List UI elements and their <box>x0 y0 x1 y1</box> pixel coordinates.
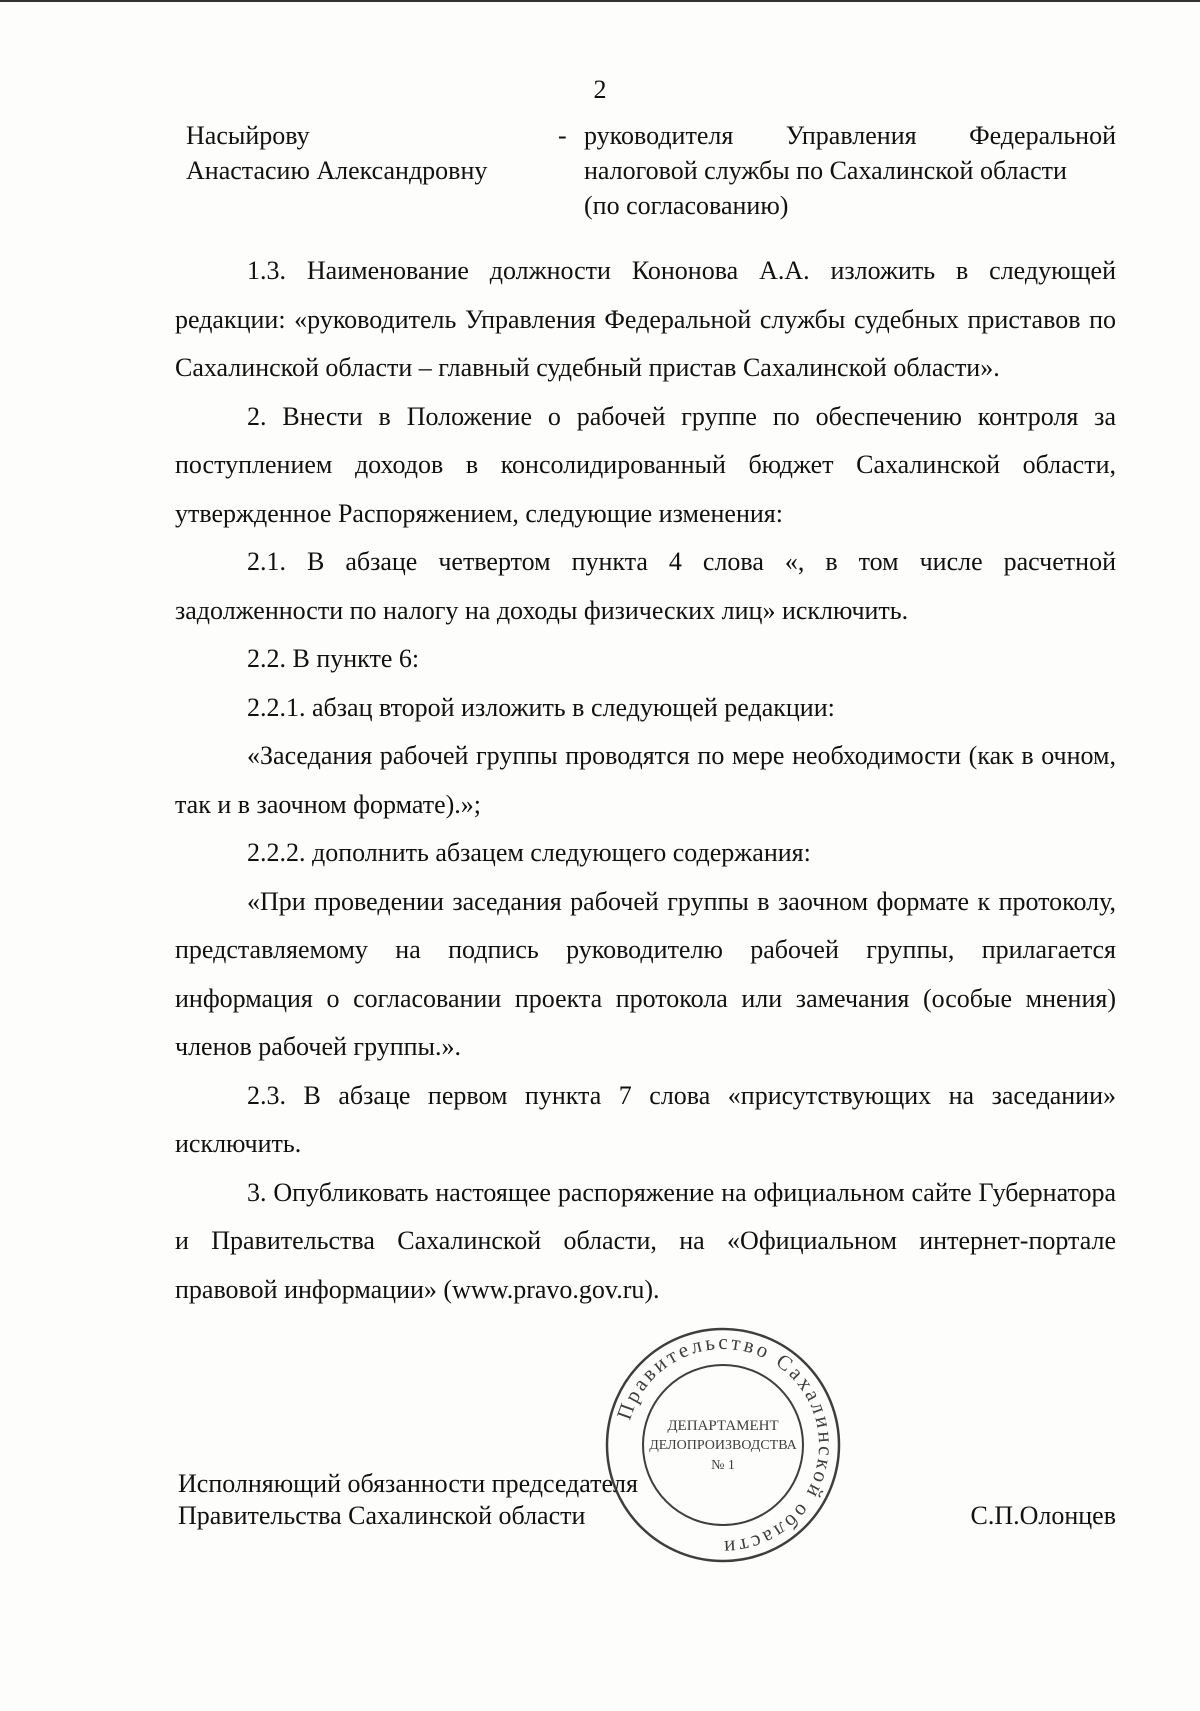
paragraph-2-1: 2.1. В абзаце четвертом пункта 4 слова «, в том числе расчетной задолженности по налогу на доходы физических лиц» исключить. <box>175 547 1116 625</box>
stamp-inner-line-3: № 1 <box>711 1458 735 1473</box>
appointee-surname: Насыйрову <box>186 121 310 150</box>
signer-name: С.П.Олонцев <box>970 1501 1116 1530</box>
quoted-text-1: «Заседания рабочей группы проводятся по мере необходимости (как в очном, так и в заочном формате).»; <box>175 741 1116 819</box>
paragraph-3: 3. Опубликовать настоящее распоряжение на официальном сайте Губернатора и Правительства Сахалинской области, на «Официальном интернет-портале правовой информации» (www.pravo.gov.ru). <box>175 1177 1116 1304</box>
quoted-text-2: «При проведении заседания рабочей группы в заочном формате к протоколу, представляемому на подпись руководителю рабочей группы, прилагается информация о согласовании проекта протокола или замечания (особые мнения) членов рабочей группы.». <box>175 886 1116 1061</box>
appointee-name <box>186 118 536 188</box>
paragraph-2-2-2: 2.2.2. дополнить абзацем следующего содержания: <box>247 838 811 867</box>
appointee-role-line: (по согласованию) <box>584 191 789 220</box>
paragraph-2-3: 2.3. В абзаце первом пункта 7 слова «присутствующих на заседании» исключить. <box>175 1080 1116 1158</box>
page-number: 2 <box>593 75 607 104</box>
paragraph-2-2-1: 2.2.1. абзац второй изложить в следующей редакции: <box>247 692 835 722</box>
stamp-outer-text: Правительство Сахалинской области <box>611 1329 839 1561</box>
paragraph-1-3: 1.3. Наименование должности Кононова А.А. изложить в следующей редакции: «руководитель Управления Федеральной службы судебных приставов по Сахалинской области – главный судебный пристав Сахалинской области». <box>175 256 1116 382</box>
document-body <box>175 247 1116 1314</box>
appointee-dash: - <box>558 121 567 150</box>
signer-position-line: Исполняющий обязанности председателя <box>178 1469 638 1498</box>
stamp-inner-line-1: ДЕПАРТАМЕНТ <box>667 1418 779 1434</box>
appointee-role-line: руководителя Управления Федеральной <box>584 121 1116 150</box>
top-border <box>0 0 1200 2</box>
paragraph-2-2: 2.2. В пункте 6: <box>247 644 420 673</box>
appointee-given-names: Анастасию Александровну <box>186 156 488 185</box>
signer-position-line: Правительства Сахалинской области <box>178 1501 586 1530</box>
appointee-role-line: налоговой службы по Сахалинской области <box>584 156 1067 185</box>
department-stamp <box>603 1325 843 1565</box>
appointee-role <box>584 118 1116 223</box>
stamp-inner-line-2: ДЕЛОПРОИЗВОДСТВА <box>649 1438 797 1453</box>
paragraph-2: 2. Внести в Положение о рабочей группе по обеспечению контроля за поступлением доходов в консолидированный бюджет Сахалинской области, утвержденное Распоряжением, следующие изменения: <box>175 401 1116 528</box>
